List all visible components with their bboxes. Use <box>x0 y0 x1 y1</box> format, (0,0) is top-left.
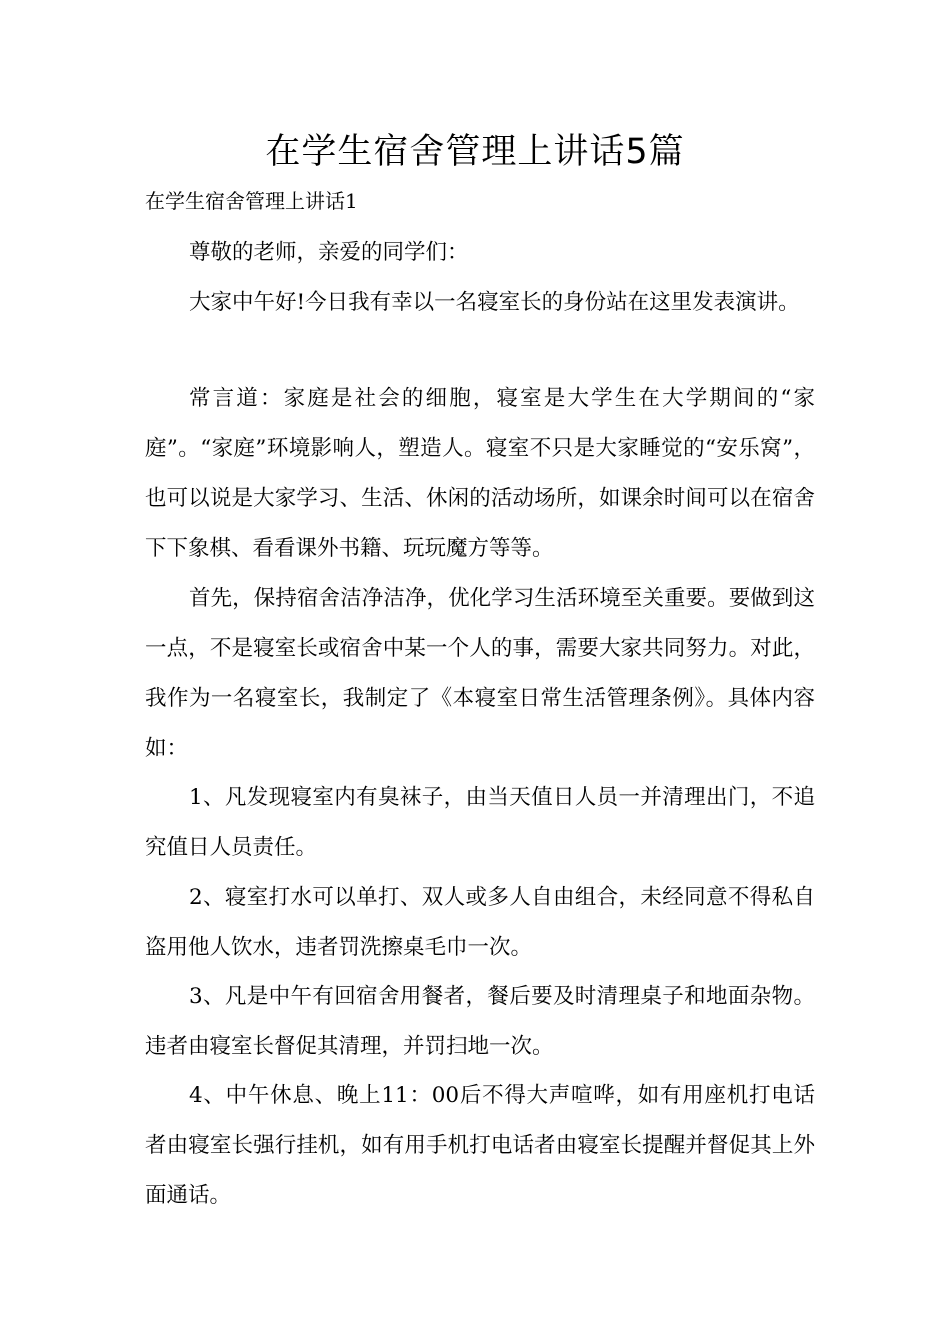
paragraph-greeting: 尊敬的老师，亲爱的同学们： <box>189 240 469 265</box>
section-heading: 在学生宿舍管理上讲话1 <box>145 189 358 213</box>
document-title: 在学生宿舍管理上讲话5篇 <box>265 132 685 172</box>
paragraph-cleanliness: 首先，保持宿舍洁净洁净，优化学习生活环境至关重要。要做到这一点，不是寝室长或宿舍中某一个人的事，需要大家共同努力。对此，我作为一名寝室长，我制定了《本寝室日常生活管理条例》。具体内容如： <box>145 586 815 761</box>
paragraph-rule-4: 4、中午休息、晚上11：00后不得大声喧哗，如有用座机打电话者由寝室长强行挂机，如有用手机打电话者由寝室长提醒并督促其上外面通话。 <box>145 1083 815 1208</box>
paragraph-opening: 大家中午好!今日我有幸以一名寝室长的身份站在这里发表演讲。 <box>189 290 800 315</box>
paragraph-rule-3: 3、凡是中午有回宿舍用餐者，餐后要及时清理桌子和地面杂物。违者由寝室长督促其清理，并罚扫地一次。 <box>145 984 815 1059</box>
paragraph-rule-1: 1、凡发现寝室内有臭袜子，由当天值日人员一并清理出门，不追究值日人员责任。 <box>145 785 815 860</box>
paragraph-rule-2: 2、寝室打水可以单打、双人或多人自由组合，未经同意不得私自盗用他人饮水，违者罚洗擦桌毛巾一次。 <box>145 885 815 960</box>
paragraph-dorm-as-home: 常言道：家庭是社会的细胞，寝室是大学生在大学期间的“家庭”。“家庭”环境影响人，塑造人。寝室不只是大家睡觉的“安乐窝”，也可以说是大家学习、生活、休闲的活动场所，如课余时间可以在宿舍下下象棋、看看课外书籍、玩玩魔方等等。 <box>145 386 815 561</box>
